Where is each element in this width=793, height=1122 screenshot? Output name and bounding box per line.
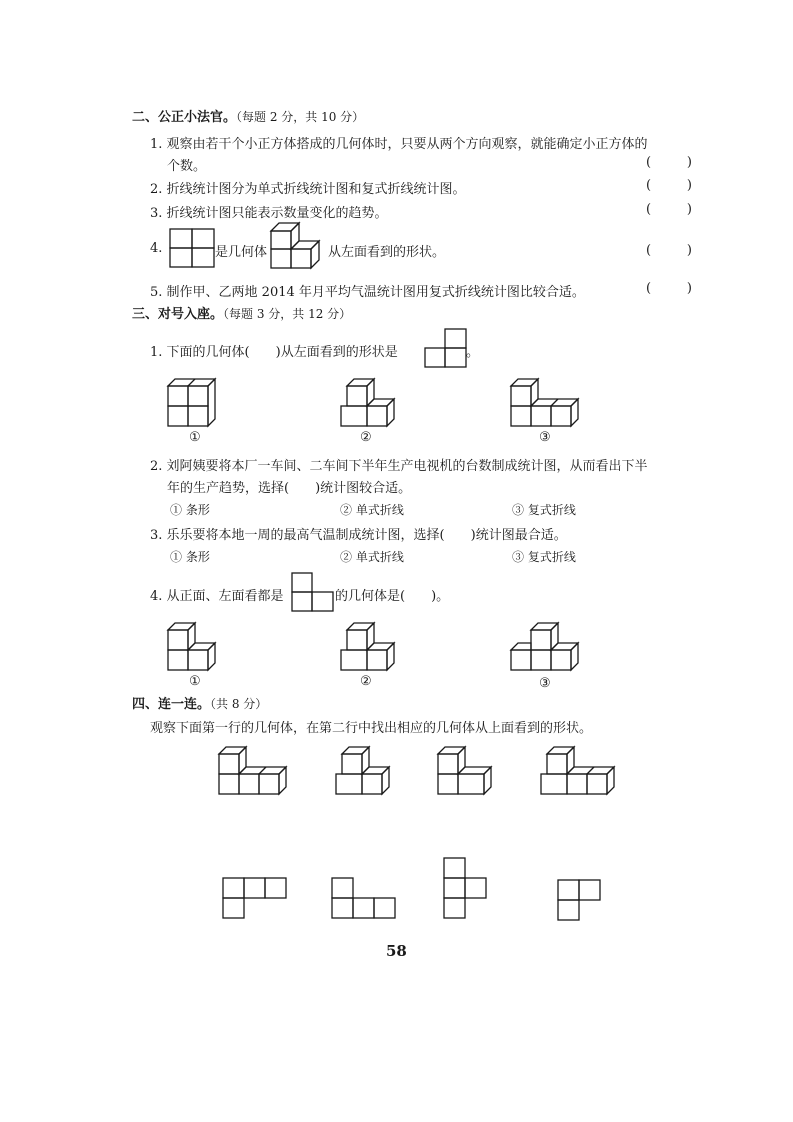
- section-4-heading: 四、连一连。: [132, 697, 211, 712]
- section-3-note: （每题 3 分，共 12 分）: [223, 307, 352, 321]
- section-2-title: [132, 106, 364, 125]
- s3-q2-option-1[interactable]: ① 条形: [170, 503, 210, 517]
- s2-q4-solid-figure: [270, 222, 328, 270]
- s3-q4: [150, 585, 284, 604]
- s2-q1-answer-paren[interactable]: [646, 155, 692, 170]
- s2-q4-left-view-shape: [169, 228, 215, 270]
- s3-q2-text-cont: 年的生产趋势，选择( )统计图较合适。: [167, 481, 412, 496]
- s2-q4-answer-paren[interactable]: [646, 243, 692, 258]
- s2-q1: [150, 133, 648, 152]
- s2-q3-text: 折线统计图只能表示数量变化的趋势。: [166, 206, 388, 221]
- s2-q4-text-a: 是几何体: [215, 245, 268, 260]
- s4-top-view-d[interactable]: [557, 879, 603, 923]
- section-4-title: [132, 693, 267, 712]
- s3-q1-option-1-label[interactable]: ①: [189, 430, 201, 445]
- s2-q5: [150, 281, 585, 300]
- s2-q1-text: 观察由若干个小正方体搭成的几何体时，只要从两个方向观察，就能确定小正方体的: [166, 137, 648, 152]
- section-2-heading: 二、公正小法官。: [132, 110, 237, 125]
- section-2-note: （每题 2 分，共 10 分）: [236, 110, 365, 124]
- s4-solid-4[interactable]: [540, 746, 618, 796]
- s2-q4-text-b: 从左面看到的形状。: [328, 245, 446, 260]
- s2-q1-number: 1.: [150, 137, 163, 152]
- s2-q3-answer-paren[interactable]: [646, 202, 692, 217]
- s3-q4-option-2-label[interactable]: ②: [360, 674, 372, 689]
- s2-q5-answer-paren[interactable]: [646, 281, 692, 296]
- s3-q4-option-3-figure[interactable]: [510, 622, 584, 672]
- section-3-title: [132, 303, 351, 322]
- s2-q2-text: 折线统计图分为单式折线统计图和复式折线统计图。: [166, 182, 466, 197]
- s4-top-view-b[interactable]: [331, 877, 397, 921]
- s3-q4-option-1-figure[interactable]: [167, 622, 223, 672]
- s2-q5-text: 制作甲、乙两地 2014 年月平均气温统计图用复式折线统计图比较合适。: [166, 285, 585, 300]
- s4-top-view-a[interactable]: [222, 877, 288, 921]
- s3-q2-option-3[interactable]: ③ 复式折线: [512, 503, 576, 517]
- s3-q2-option-2[interactable]: ② 单式折线: [340, 503, 404, 517]
- s3-q4-view-shape: [291, 572, 335, 614]
- s2-q5-number: 5.: [150, 285, 163, 300]
- s3-q2: [150, 455, 648, 474]
- paren-open: (: [646, 202, 652, 217]
- s3-q1-option-3-figure[interactable]: [510, 378, 584, 428]
- s3-q1-text-a: 下面的几何体( )从左面看到的形状是: [166, 345, 398, 360]
- s4-solid-3[interactable]: [437, 746, 493, 796]
- section-3-heading: 三、对号入座。: [132, 307, 224, 322]
- s2-q1-text-cont: 个数。: [167, 159, 207, 174]
- s2-q2: [150, 178, 466, 197]
- s2-q4-number: 4.: [150, 241, 163, 256]
- s3-q1-left-view-shape: [424, 328, 468, 370]
- s2-q3-number: 3.: [150, 206, 163, 221]
- s2-q3: [150, 202, 388, 221]
- s3-q3-option-1[interactable]: ① 条形: [170, 550, 210, 564]
- paren-open: (: [646, 243, 652, 258]
- s4-solid-2[interactable]: [335, 746, 391, 796]
- s3-q2-text: 刘阿姨要将本厂一车间、二车间下半年生产电视机的台数制成统计图，从而看出下半: [166, 459, 648, 474]
- paren-close: ): [686, 281, 692, 296]
- s3-q1-option-2-label[interactable]: ②: [360, 430, 372, 445]
- paren-open: (: [646, 178, 652, 193]
- s3-q1-option-3-label[interactable]: ③: [539, 430, 551, 445]
- s4-instruction: 观察下面第一行的几何体，在第二行中找出相应的几何体从上面看到的形状。: [150, 721, 593, 736]
- s3-q3-text: 乐乐要将本地一周的最高气温制成统计图，选择( )统计图最合适。: [166, 528, 567, 543]
- s3-q1-text-b: 。: [466, 345, 480, 360]
- s3-q1: [150, 341, 398, 360]
- page-number: 58: [386, 942, 407, 960]
- section-4-note: （共 8 分）: [210, 697, 268, 711]
- s2-q2-number: 2.: [150, 182, 163, 197]
- s3-q2-number: 2.: [150, 459, 163, 474]
- s3-q1-number: 1.: [150, 345, 163, 360]
- paren-close: ): [686, 243, 692, 258]
- s4-top-view-c[interactable]: [443, 857, 489, 921]
- s3-q1-option-2-figure[interactable]: [340, 378, 396, 428]
- s3-q4-number: 4.: [150, 589, 163, 604]
- s3-q4-option-3-label[interactable]: ③: [539, 676, 551, 691]
- s3-q3: [150, 524, 567, 543]
- s3-q4-option-1-label[interactable]: ①: [189, 674, 201, 689]
- s3-q4-text-b: 的几何体是( )。: [335, 589, 450, 604]
- s3-q4-text-a: 从正面、左面看都是: [166, 589, 284, 604]
- s3-q4-option-2-figure[interactable]: [340, 622, 396, 672]
- paren-open: (: [646, 155, 652, 170]
- s3-q1-option-1-figure[interactable]: [167, 378, 223, 428]
- paren-close: ): [686, 202, 692, 217]
- s4-solid-1[interactable]: [218, 746, 292, 796]
- s3-q3-number: 3.: [150, 528, 163, 543]
- paren-open: (: [646, 281, 652, 296]
- paren-close: ): [686, 155, 692, 170]
- s3-q3-option-2[interactable]: ② 单式折线: [340, 550, 404, 564]
- s2-q2-answer-paren[interactable]: [646, 178, 692, 193]
- s3-q3-option-3[interactable]: ③ 复式折线: [512, 550, 576, 564]
- paren-close: ): [686, 178, 692, 193]
